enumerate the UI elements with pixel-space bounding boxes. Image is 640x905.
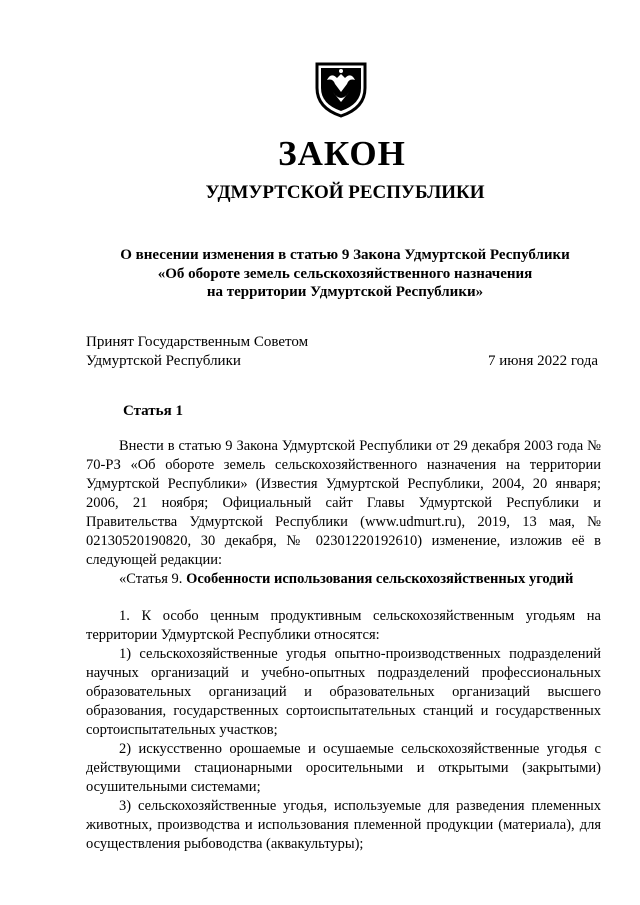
law-name-line-2: «Об обороте земель сельскохозяйственного назначения [157,265,533,282]
article-body [86,437,601,854]
list-item-1: 1) сельскохозяйственные угодья опытно-производственных подразделений научных организаций и учебно-опытных подразделений профессиональных образовательных организаций и образовательных организаций высшего образования, государственных сортоиспытательных станций и государственных сортоиспытательных участков; [86,646,601,738]
adopted-by-line-1: Принят Государственным Советом [86,334,309,350]
adoption-date: 7 июня 2022 года [487,353,598,369]
new-article-prefix: «Статья 9. [119,571,187,587]
document-title: ЗАКОН [278,134,406,173]
list-item-3: 3) сельскохозяйственные угодья, используемые для разведения племенных животных, производства и использования племенной продукции (материала), для осуществления рыбоводства (аквакультуры); [86,798,601,852]
new-article-title: Особенности использования сельскохозяйственных угодий [186,571,574,587]
law-name [110,246,580,302]
paragraph-1: 1. К особо ценным продуктивным сельскохозяйственным угодьям на территории Удмуртской Республики относятся: [86,608,601,643]
article-heading: Статья 1 [123,403,183,419]
new-article-heading [86,570,601,589]
law-name-line-3: на территории Удмуртской Республики» [206,284,484,300]
adoption-block [86,333,598,371]
list-item-2: 2) искусственно орошаемые и осушаемые сельскохозяйственные угодья с действующими стационарными оросительными и открытыми (закрытыми) осушительными системами; [86,741,601,795]
udmurtia-coat-of-arms-icon [313,58,369,118]
document-subtitle: УДМУРТСКОЙ РЕСПУБЛИКИ [205,182,485,203]
law-name-line-1: О внесении изменения в статью 9 Закона Удмуртской Республики [120,247,570,263]
adopted-by-line-2: Удмуртской Республики [86,353,241,369]
article-intro: Внести в статью 9 Закона Удмуртской Республики от 29 декабря 2003 года № 70-РЗ «Об обороте земель сельскохозяйственного назначения на территории Удмуртской Республики» (Известия Удмуртской Республики, 2004, 20 января; 2006, 21 ноября; Официальный сайт Главы Удмуртской Республики и Правительства Удмуртской Республики (www.udmurt.ru), 2019, 13 мая, № 02130520190820, 30 декабря, № 02301220192610) изменение, изложив её в следующей редакции: [86,438,601,568]
